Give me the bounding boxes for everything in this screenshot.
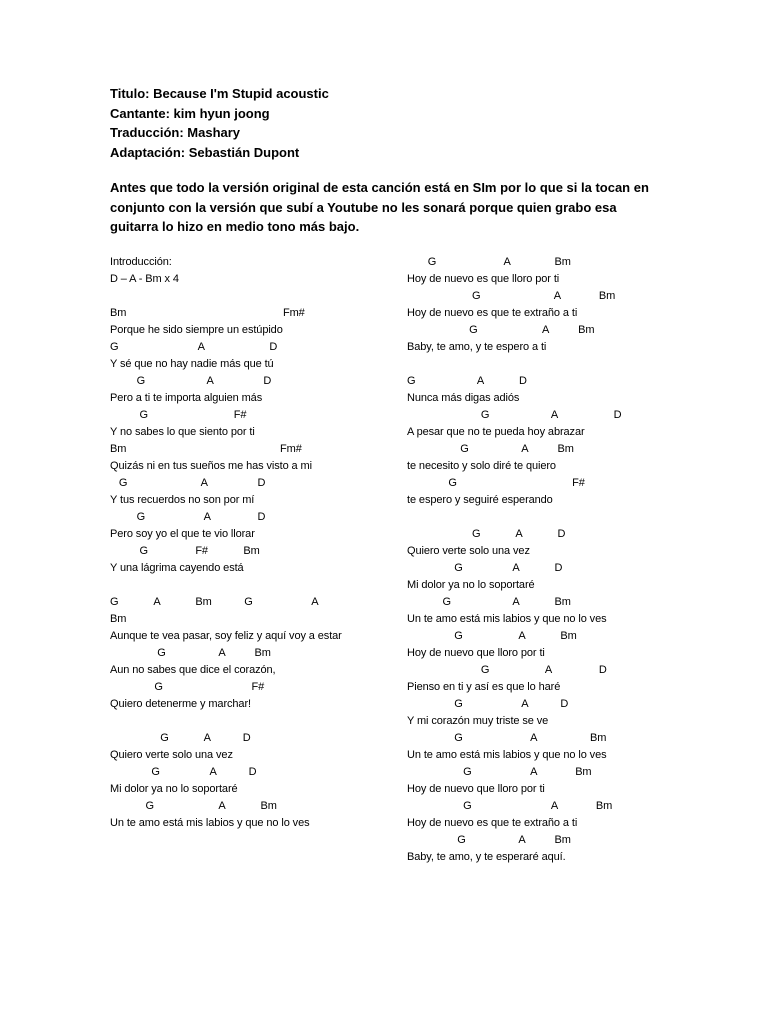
lyric-line: Hoy de nuevo es que te extraño a ti [407,307,578,319]
lyric-line: G A D [407,698,569,710]
lyric-line: G A D [407,528,566,540]
lyric-line: Aunque te vea pasar, soy feliz y aquí voy a estar [110,630,342,642]
lyric-line: G A Bm [407,834,571,846]
lyric-line: Bm [110,613,127,625]
lyric-line: G A Bm G A [110,596,319,608]
lyric-line: G A Bm [407,290,616,302]
song-header [110,84,329,162]
lyric-line: Quiero detenerme y marchar! [110,698,251,710]
intro-paragraph: Antes que todo la versión original de esta canción está en SIm por lo que si la tocan en conjunto con la versión que subí a Youtube no les sonará porque quien grabo esa guitarra lo hizo en medio tono más bajo. [110,180,649,234]
song-translation: Traducción: Mashary [110,125,241,140]
lyric-line: Nunca más digas adiós [407,392,520,404]
lyric-line: G A Bm [407,630,577,642]
lyric-line: G A D [110,477,266,489]
lyric-line: G A Bm [407,324,595,336]
lyric-line: G A Bm [407,766,592,778]
lyric-line [407,509,697,526]
chords-left-column [110,254,400,832]
lyric-line: G A D [407,664,607,676]
lyric-line: Bm Fm# [110,307,305,319]
lyric-line: Pero a ti te importa alguien más [110,392,263,404]
song-adaptation: Adaptación: Sebastián Dupont [110,144,300,160]
lyric-line: Hoy de nuevo es que lloro por ti [407,273,560,285]
lyric-line: G A Bm [407,732,607,744]
lyric-line: te espero y seguiré esperando [407,494,553,506]
lyric-line: Bm Fm# [110,443,302,455]
lyric-line: G F# [110,681,265,693]
lyric-line: G A D [407,409,622,421]
lyric-line: G A D [110,341,278,353]
lyric-line: Baby, te amo, y te espero a ti [407,341,547,353]
lyric-line: Baby, te amo, y te esperaré aquí. [407,851,566,863]
lyric-line: Aun no sabes que dice el corazón, [110,664,276,676]
lyric-line: Un te amo está mis labios y que no lo ves [407,749,607,761]
lyric-line: Hoy de nuevo que lloro por ti [407,647,545,659]
lyric-line: G A Bm [407,596,571,608]
lyric-line: G F# [110,409,247,421]
lyric-line: G A Bm [110,647,271,659]
lyric-line: Introducción: [110,256,172,268]
song-singer: Cantante: kim hyun joong [110,105,270,121]
lyric-line [110,713,400,730]
lyric-line: A pesar que no te pueda hoy abrazar [407,426,585,438]
lyric-line: G A D [110,375,272,387]
lyric-line: Porque he sido siempre un estúpido [110,324,283,336]
lyric-line: te necesito y solo diré te quiero [407,460,556,472]
lyric-line: Un te amo está mis labios y que no lo ves [407,613,607,625]
lyric-line: G A D [110,732,251,744]
lyric-line: G A D [407,375,527,387]
lyric-line: G A Bm [110,800,277,812]
lyric-line: Mi dolor ya no lo soportaré [110,783,238,795]
lyric-line: Hoy de nuevo es que te extraño a ti [407,817,578,829]
lyric-line: Y una lágrima cayendo está [110,562,244,574]
lyric-line: G F# [407,477,585,489]
lyric-line: Hoy de nuevo que lloro por ti [407,783,545,795]
lyric-line: Pero soy yo el que te vio llorar [110,528,255,540]
lyric-line: D – A - Bm x 4 [110,273,179,285]
lyric-line: G A D [110,766,257,778]
lyric-line: Quizás ni en tus sueños me has visto a mi [110,460,312,472]
lyric-line: G A D [110,511,266,523]
lyric-line: Y no sabes lo que siento por ti [110,426,255,438]
lyric-line: G A Bm [407,443,574,455]
chords-right-column [407,254,697,866]
lyric-line [407,356,697,373]
lyric-line: Mi dolor ya no lo soportaré [407,579,535,591]
lyric-line: Quiero verte solo una vez [407,545,530,557]
lyric-line: G F# Bm [110,545,260,557]
lyric-line: G A Bm [407,800,613,812]
lyric-line: Pienso en ti y así es que lo haré [407,681,561,693]
lyric-line: Y tus recuerdos no son por mí [110,494,255,506]
lyric-line: G A D [407,562,563,574]
lyric-line: Y sé que no hay nadie más que tú [110,358,274,370]
lyric-line [110,577,400,594]
lyric-line: Un te amo está mis labios y que no lo ves [110,817,310,829]
lyric-line: G A Bm [407,256,571,268]
lyric-line: Y mi corazón muy triste se ve [407,715,549,727]
lyric-line [110,288,400,305]
song-title: Titulo: Because I'm Stupid acoustic [110,86,329,101]
lyric-line: Quiero verte solo una vez [110,749,233,761]
